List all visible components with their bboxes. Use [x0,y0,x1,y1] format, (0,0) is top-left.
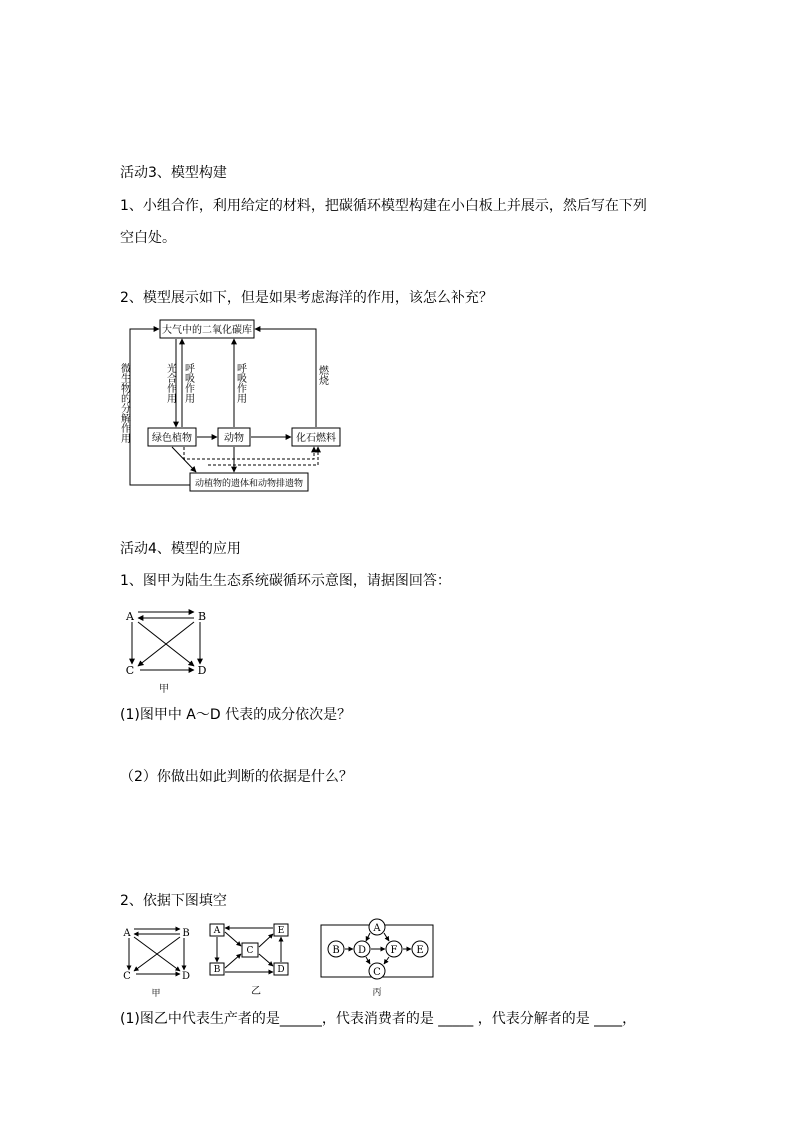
atmosphere-label: 大气中的二氧化碳库 [162,325,252,336]
bing-node-c: C [373,967,381,978]
animals-label: 动物 [224,433,244,444]
carbon-cycle-diagram [118,315,348,497]
bing-node-a: A [373,923,381,934]
jia-small-node-a: A [123,928,131,939]
activity4-q2: 2、依据下图填空 [120,893,227,909]
activity4-fill1: (1)图乙中代表生产者的是______，代表消费者的是 _____ ，代表分解者的是 ____， [120,1011,637,1027]
jia-small-caption: 甲 [151,989,161,999]
yi-caption: 乙 [251,986,261,997]
figure-bing [318,917,438,1001]
bing-node-d: D [357,945,367,956]
jia-node-c: C [125,664,135,677]
plants-label: 绿色植物 [152,433,192,444]
yi-node-e: E [277,926,285,936]
jia-node-d: D [197,664,207,677]
activity4-sub2: （2）你做出如此判断的依据是什么？ [120,769,353,785]
yi-node-a: A [213,926,221,936]
yi-node-b: B [213,965,221,975]
jia-small-node-c: C [123,971,131,982]
bing-node-e: E [416,945,424,956]
bing-node-b: B [332,945,340,956]
jia-node-a: A [126,610,134,623]
combustion-label: 燃烧 [316,365,328,385]
jia-small-node-b: B [182,928,190,939]
jia-small-node-d: D [181,971,191,982]
animal-respiration-label: 呼吸作用 [234,363,246,403]
figure-jia [120,604,210,696]
decomposition-label: 微生物的分解作用 [118,363,130,443]
yi-node-c: C [246,946,254,956]
figure-yi [206,920,296,1000]
yi-node-d: D [277,965,285,975]
activity4-heading: 活动4、模型的应用 [120,541,241,557]
activity4-sub1: (1)图甲中 A～D 代表的成分依次是？ [120,707,352,723]
activity3-heading: 活动3、模型构建 [120,165,227,181]
figure-jia-small [120,922,192,1000]
jia-caption: 甲 [159,684,169,695]
activity3-q2: 2、模型展示如下，但是如果考虑海洋的作用，该怎么补充？ [120,290,493,306]
fossil-label: 化石燃料 [296,433,336,444]
activity4-q1: 1、图甲为陆生生态系统碳循环示意图，请据图回答： [120,573,451,589]
plant-respiration-label: 呼吸作用 [182,363,194,403]
bing-caption: 丙 [372,988,382,998]
activity3-q1-line2: 空白处。 [120,230,176,246]
activity3-q1-line1: 1、小组合作，利用给定的材料，把碳循环模型构建在小白板上并展示，然后写在下列 [120,198,647,214]
photosynthesis-label: 光合作用 [164,363,176,403]
jia-node-b: B [197,610,207,623]
bing-node-f: F [390,945,398,956]
remains-label: 动植物的遗体和动物排遗物 [194,479,304,489]
